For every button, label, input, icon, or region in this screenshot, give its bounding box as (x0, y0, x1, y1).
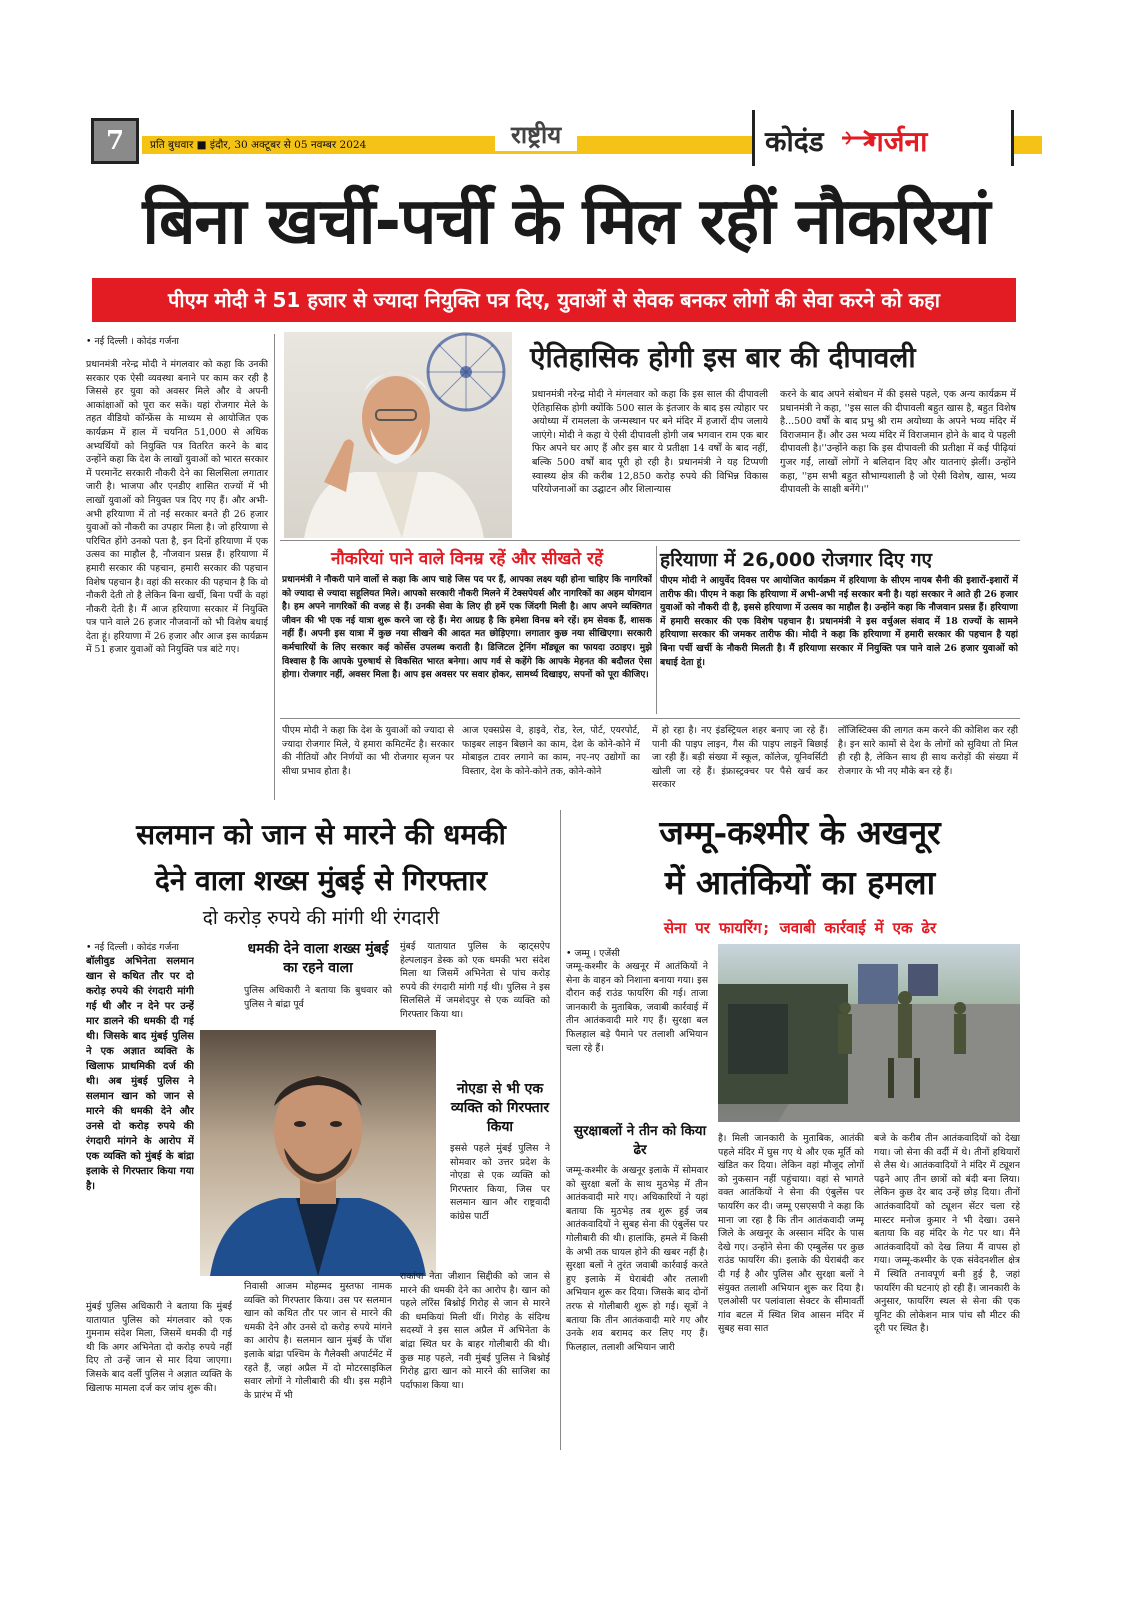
naukri-body: प्रधानमंत्री ने नौकरी पाने वालों से कहा कि आप चाहे जिस पद पर हैं, आपका लक्ष्य यही होना चाहिए कि नागरिकों को ज्यादा से ज्यादा सहूलियत मिले। आपको सरकारी नौकरी मिलने में टेक्सपेयर्स और नागरिकों का अहम योगदान है। हम अपने नागरिकों की वजह से हैं। उनकी सेवा के लिए ही हमें एक जिंदगी मिली है। आप अपने व्यक्तिगत जीवन की भी एक नई यात्रा शुरू करने जा रहे हैं। मेरा आग्रह है कि हमेशा विनम्र बने रहें। हम सेवक हैं, शासक नहीं हैं। अपनी इस यात्रा में कुछ नया सीखने की आदत मत छोड़िएगा। लगातार कुछ नया सीखिएगा। सरकारी कर्मचारियों के लिए सरकार कई कोर्सेस उपलब्ध कराती है। डिजिटल ट्रेनिंग मॉड्यूल का फायदा उठाइए। मुझे विश्वास है कि आपके पुरुषार्थ से विकसित भारत बनेगा। आप गर्व से कहेंगे कि आपके मेहनत की बदौलत ऐसा होगा। रोजगार नहीं, अवसर मिला है। आप इस अवसर पर सवार होकर, सामर्थ्य दिखाइए, सपनों को पूरा कीजिए। (282, 575, 652, 681)
lead-byline: • नई दिल्ली । कोदंड गर्जना (86, 336, 179, 347)
salman-column-3: राकांपा नेता जीशान सिद्दीकी को जान से मारने की धमकी देने का आरोप है। खान को पहले लॉरेंस बिश्नोई गिरोह से जान से मारने की धमकियां मिली थीं। गिरोह के संदिग्ध सदस्यों ने इस साल अप्रैल में अभिनेता के बांद्रा स्थित घर के बाहर गोलीबारी की थी। कुछ माह पहले, नवी मुंबई पुलिस ने बिश्नोई गिरोह द्वारा खान को मारने की साजिश का पर्दाफाश किया था। (400, 1271, 550, 1391)
column-rule (274, 334, 275, 800)
page-number: 7 (105, 126, 125, 156)
noida-body: इससे पहले मुंबई पुलिस ने सोमवार को उत्तर प्रदेश के नोएडा से एक व्यक्ति को गिरफ्तार किया, जिस पर सलमान खान और राष्ट्रवादी कांग्रेस पार्टी (450, 1143, 550, 1222)
haryana-headline: हरियाणा में 26,000 रोजगार दिए गए (660, 549, 933, 571)
deepawali-column-2: करने के बाद अपने संबोधन में की इससे पहले, एक अन्य कार्यक्रम में प्रधानमंत्री ने कहा, ''इस साल की दीपावली बहुत खास है, बहुत विशेष है...500 वर्षों के बाद प्रभु श्री राम अयोध्या के अपने भव्य मंदिर में विराजमान हैं। और उस भव्य मंदिर में विराजमान होने के बाद ये पहली दीपावली है।''उन्होंने कहा कि इस दीपावली की प्रतीक्षा में कई पीढ़ियां गुजर गईं, लाखों लोगों ने बलिदान दिए और यातनाएं झेलीं। उन्होंने कहा, ''हम सभी बहुत सौभाग्यशाली है जो ऐसी विशेष, खास, भव्य दीपावली के साक्षी बनेंगे।'' (780, 389, 1016, 496)
salman-photo (200, 1030, 436, 1276)
salman-subhead: दो करोड़ रुपये की मांगी थी रंगदारी (202, 907, 440, 929)
jk-byline: • जम्मू । एजेंसी (566, 948, 620, 959)
jk-subhead: सेना पर फायरिंग; जवाबी कार्रवाई में एक ढेर (663, 919, 937, 937)
column-rule (560, 810, 561, 1450)
lead-column-5: लॉजिस्टिक्स की लागत कम करने की कोशिश कर रही है। इन सारे कामों से देश के लोगों को सुविधा तो मिल ही रही है, लेकिन साथ ही साथ करोड़ों की संख्या में रोजगार के भी नए मौके बन रहे हैं। (838, 725, 1018, 777)
salman-byline: • नई दिल्ली । कोदंड गर्जना (86, 942, 179, 953)
jk-column-3: बजे के करीब तीन आतंकवादियों को देखा गया। जो सेना की वर्दी में थे। तीनों हथियारों से लैस थे। आतंकवादियों ने मंदिर में ट्यूशन पढ़ने आए तीन छात्रों को बंदी बना लिया। लेकिन कुछ देर बाद उन्हें छोड़ दिया। तीनों आतंकवादियों को ट्यूशन सेंटर चला रहे मास्टर मनोज कुमार ने भी देखा। उसने बताया कि वह मंदिर के गेट पर था। मैंने आतंकवादियों को देख लिया मैं वापस हो गया। जम्मू-कश्मीर के एक संवेदनशील क्षेत्र में स्थिति तनावपूर्ण बनी हुई है, जहां फायरिंग की घटनाएं हो रही हैं। जानकारी के अनुसार, फायरिंग स्थल से सेना की एक यूनिट की लोकेशन मात्र पांच सौ मीटर की दूरी पर स्थित है। (874, 1133, 1020, 1335)
salman-column-3-cont (450, 1030, 550, 1076)
jk-photo-image (718, 944, 1020, 1122)
jk-photo (718, 944, 1020, 1122)
noida-heading: नोएडा से भी एक व्यक्ति को गिरफ्तार किया (450, 1081, 550, 1135)
masthead-name-left: कोदंड (765, 125, 824, 158)
salman-box-body: पुलिस अधिकारी ने बताया कि बुधवार को पुलिस ने बांद्रा पूर्व (244, 985, 392, 1010)
section-rule (280, 718, 1020, 719)
salman-column-1-intro: बॉलीवुड अभिनेता सलमान खान से कथित तौर पर दो करोड़ रुपये की रंगदारी मांगी गई थी और न देने पर उन्हें मार डालने की धमकी दी गई थी। जिसके बाद मुंबई पुलिस ने एक अज्ञात व्यक्ति के खिलाफ प्राथमिकी दर्ज की थी। अब मुंबई पुलिस ने सलमान खान को जान से मारने की धमकी देने और उनसे दो करोड़ रुपये की रंगदारी मांगने के आरोप में एक व्यक्ति को मुंबई के बांद्रा इलाके से गिरफ्तार किया गया है। (86, 956, 194, 1192)
salman-box-heading: धमकी देने वाला शख्स मुंबई का रहने वाला (247, 941, 389, 976)
deepawali-column-1: प्रधानमंत्री नरेन्द्र मोदी ने मंगलवार को कहा कि इस साल की दीपावली ऐतिहासिक होगी क्योंकि 500 साल के इंतजार के बाद इस त्योहार पर अयोध्या में रामलला के जन्मस्थान पर बने मंदिर में हजारों दीप जलाये जाएंगे। मोदी ने कहा ये ऐसी दीपावली होगी जब भगवान राम एक बार फिर अपने घर आए हैं और इस बार ये प्रतीक्षा 14 वर्षों के बाद नहीं, बल्कि 500 वर्षों बाद पूरी हो रही है। प्रधानमंत्री ने यह टिप्पणी स्वास्थ्य क्षेत्र की करीब 12,850 करोड़ रुपये की विभिन्न विकास परियोजनाओं का उद्घाटन और शिलान्यास (532, 389, 768, 496)
salman-headline-line-1: सलमान को जान से मारने की धमकी (136, 818, 506, 851)
page-number-box (91, 118, 139, 164)
salman-headline-line-2: देने वाला शख्स मुंबई से गिरफ्तार (154, 864, 488, 897)
salman-column-1: मुंबई पुलिस अधिकारी ने बताया कि मुंबई यातायात पुलिस को मंगलवार को एक गुमनाम संदेश मिला, जिसमें धमकी दी गई थी कि अगर अभिनेता दो करोड़ रुपये नहीं दिए तो उन्हें जान से मार दिया जाएगा। जिसके बाद वर्ली पुलिस ने अज्ञात व्यक्ति के खिलाफ मामला दर्ज कर जांच शुरू की। (86, 1301, 232, 1394)
section-title: राष्ट्रीय (495, 118, 577, 151)
main-headline: बिना खर्ची-पर्ची के मिल रहीं नौकरियां (142, 185, 990, 259)
lead-column-3: आज एक्सप्रेस वे, हाइवे, रोड, रेल, पोर्ट, एयरपोर्ट, फाइबर लाइन बिछाने का काम, देश के कोने-कोने में मोबाइल टावर लगाने का काम, नए-नए उद्योगों का विस्तार, देश के कोने-कोने तक, कोने-कोने (462, 725, 640, 777)
jk-column-2: है। मिली जानकारी के मुताबिक, आतंकी पहले मंदिर में घुस गए थे और एक मूर्ति को खंडित कर दिया। लेकिन वहां मौजूद लोगों को नुकसान नहीं पहुंचाया। वहां से भागते वक्त आतंकियों ने सेना की एंबुलेंस पर फायरिंग कर दी। जम्मू एसएसपी ने कहा कि माना जा रहा है कि तीन आतंकवादी जम्मू जिले के अखनूर के अस्सान मंदिर के पास देखे गए। उन्होंने सेना की एम्बुलेंस पर कुछ राउंड फायरिंग की। इलाके की घेराबंदी कर दी गई है और पुलिस और सुरक्षा बलों ने संयुक्त तलाशी अभियान शुरू कर दिया है। एलओसी पर पलांवाला सेक्टर के सीमावर्ती गांव बटल में स्थित शिव आसन मंदिर में सुबह सवा सात (718, 1133, 864, 1335)
jk-column-1-top: जम्मू-कश्मीर के अखनूर में आतंकियों ने सेना के वाहन को निशाना बनाया गया। इस दौरान कई राउंड फायरिंग की गई। ताजा जानकारी के मुताबिक, जवाबी कार्रवाई में तीन आतंकवादी मारे गए हैं। सुरक्षा बल फिलहाल बड़े पैमाने पर तलाशी अभियान चला रहे हैं। (566, 961, 708, 1054)
pm-photo-image (284, 332, 512, 538)
pm-photo (284, 332, 512, 538)
jk-headline (580, 808, 1020, 908)
salman-headline (86, 812, 556, 904)
salman-column-2: निवासी आजम मोहम्मद मुस्तफा नामक व्यक्ति को गिरफ्तार किया। उस पर सलमान खान को कथित तौर पर जान से मारने की धमकी देने और उनसे दो करोड़ रुपये मांगने का आरोप है। सलमान खान मुंबई के पॉश इलाके बांद्रा पश्चिम के गैलेक्सी अपार्टमेंट में रहते हैं, जहां अप्रैल में दो मोटरसाइकिल सवार लोगों ने गोलीबारी की थी। इस महीने के प्रारंभ में भी (244, 1281, 392, 1401)
haryana-body: पीएम मोदी ने आयुर्वेद दिवस पर आयोजित कार्यक्रम में हरियाणा के सीएम नायब सैनी की इशारों-इशारों में तारीफ की। पीएम ने कहा कि हरियाणा में अभी-अभी नई सरकार बनी है। यहां सरकार ने आते ही 26 हजार युवाओं को नौकरी दी है, इससे हरियाणा में उत्सव का माहौल है। उन्होंने कहा कि नौजवान प्रसन्न हैं। हरियाणा में हमारी सरकार की एक विशेष पहचान है। प्रधानमंत्री ने इस वर्चुअल संवाद में 18 राज्यों के सामने हरियाणा सरकार की जमकर तारीफ की। मोदी ने कहा कि हरियाणा में हमारी सरकार की पहचान है यहां बिना पर्ची खर्ची के नौकरी मिलती है। मैं हरियाणा सरकार में नियुक्ति पत्र पाने वाले 26 हजार युवाओं को बधाई देता हूं। (660, 575, 1018, 668)
lead-column-1: प्रधानमंत्री नरेन्द्र मोदी ने मंगलवार को कहा कि उनकी सरकार एक ऐसी व्यवस्था बनाने पर काम कर रही है जिससे हर युवा को अवसर मिले और वे अपनी आकांक्षाओं को पूरा कर सकें। यहां रोजगार मेले के तहत वीडियो कॉन्फ्रेंस के माध्यम से आयोजित एक कार्यक्रम में हाल में चयनित 51,000 से अधिक अभ्यर्थियों को नियुक्ति पत्र वितरित करने के बाद उन्होंने कहा कि देश के लाखों युवाओं को भारत सरकार में परमानेंट सरकारी नौकरी देने का सिलसिला लगातार जारी है। भाजपा और एनडीए शासित राज्यों में भी लाखों युवाओं को नियुक्त पत्र दिए गए हैं। और अभी-अभी हरियाणा में तो नई सरकार बनते ही 26 हजार युवाओं को नौकरी का उपहार मिला है। जो हरियाणा से परिचित होंगे उनको पता है, इन दिनों हरियाणा में एक उत्सव का माहौल है, नौजवान प्रसन्न हैं। हरियाणा में हमारी सरकार की पहचान, हमारी सरकार की पहचान विशेष पहचान है। वहां की सरकार की पहचान है कि वो नौकरी देती तो है लेकिन बिना खर्ची, बिना पर्ची के वहां नौकरी देती है। मैं आज हरियाणा सरकार में नियुक्ति पत्र पाने वाले 26 हजार नौजवानों को भी विशेष बधाई देता हूं। हरियाणा में 26 हजार और आज इस कार्यक्रम में 51 हजार युवाओं को नियुक्ति पत्र बांटे गए। (86, 359, 268, 656)
jk-headline-line-1: जम्मू-कश्मीर के अखनूर (659, 813, 941, 852)
salman-photo-image (200, 1030, 436, 1276)
section-rule (280, 540, 1020, 541)
salman-column-3-top: मुंबई यातायात पुलिस के व्हाट्सऐप हेल्पलाइन डेस्क को एक धमकी भरा संदेश मिला था जिसमें अभिनेता से पांच करोड़ रुपये की रंगदारी मांगी गई थी। पुलिस ने इस सिलसिले में जमशेदपुर से एक व्यक्ति को गिरफ्तार किया था। (400, 941, 550, 1020)
masthead-name-right: गर्जना (868, 125, 928, 158)
deepawali-headline: ऐतिहासिक होगी इस बार की दीपावली (530, 341, 916, 374)
jk-headline-line-2: में आतंकियों का हमला (664, 863, 936, 902)
headline-strap: पीएम मोदी ने 51 हजार से ज्यादा नियुक्ति पत्र दिए, युवाओं से सेवक बनकर लोगों की सेवा करने को कहा (92, 278, 1016, 322)
column-rule (656, 546, 657, 714)
dateline: प्रति बुधवार ■ इंदौर, 30 अक्टूबर से 05 नवम्बर 2024 (150, 139, 367, 151)
jk-box-heading: सुरक्षाबलों ने तीन को किया ढेर (573, 1123, 707, 1158)
lead-column-4: में हो रहा है। नए इंडस्ट्रियल शहर बनाए जा रहे हैं। पानी की पाइप लाइन, गैस की पाइप लाइनें बिछाई जा रही हैं। बड़ी संख्या में स्कूल, कॉलेज, यूनिवर्सिटी खोली जा रहे हैं। इंफ्रास्ट्रक्चर पर पैसे खर्च कर सरकार (652, 725, 828, 791)
jk-column-1: जम्मू-कश्मीर के अखनूर इलाके में सोमवार को सुरक्षा बलों के साथ मुठभेड़ में तीन आतंकवादी मारे गए। अधिकारियों ने यहां बताया कि मुठभेड़ तब शुरू हुई जब आतंकवादियों ने सुबह सेना की एंबुलेंस पर गोलीबारी की थी। हालांकि, हमले में किसी के अभी तक घायल होने की खबर नहीं है। सुरक्षा बलों ने तुरंत जवाबी कार्रवाई करते हुए इलाके में घेराबंदी और तलाशी अभियान शुरू कर दिया। जिसके बाद दोनों तरफ से गोलीबारी शुरू हो गई। सूत्रों ने बताया कि तीन आतंकवादी मारे गए और उनके शव बरामद कर लिए गए हैं। फिलहाल, तलाशी अभियान जारी (566, 1165, 708, 1353)
lead-column-2: पीएम मोदी ने कहा कि देश के युवाओं को ज्यादा से ज्यादा रोजगार मिले, ये हमारा कमिटमेंट है। सरकार की नीतियों और निर्णयों का भी रोजगार सृजन पर सीधा प्रभाव होता है। (282, 725, 454, 777)
naukri-headline: नौकरियां पाने वाले विनम्र रहें और सीखते रहें (330, 549, 604, 569)
